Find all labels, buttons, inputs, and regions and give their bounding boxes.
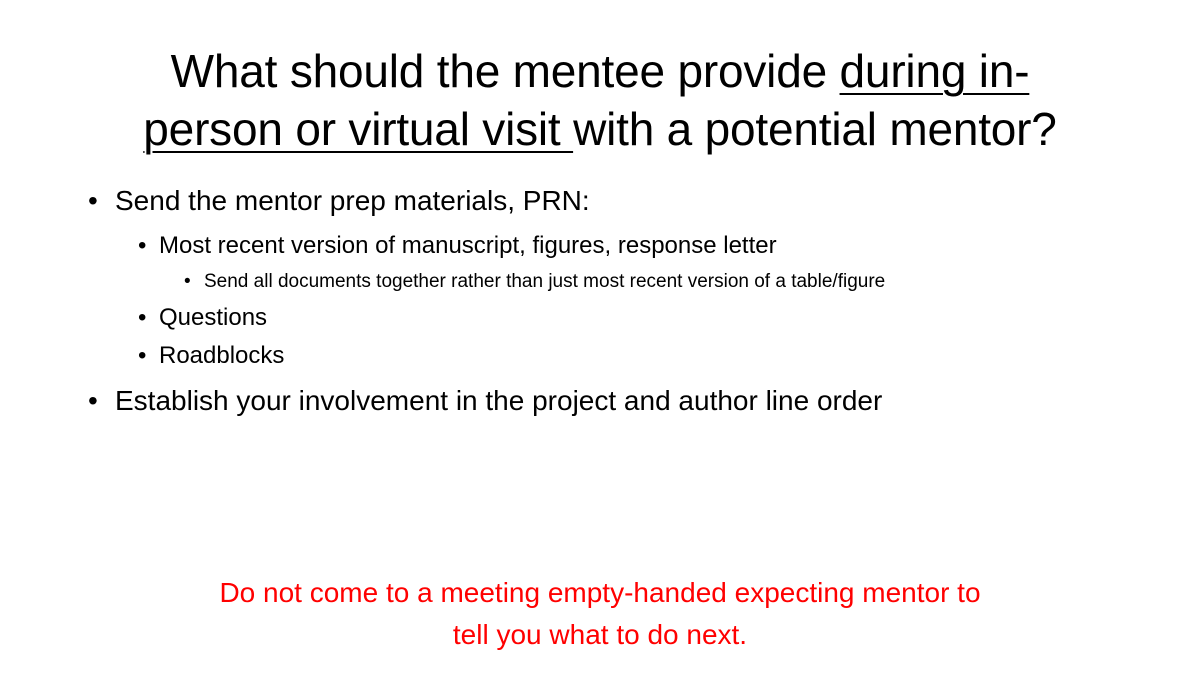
bullet-item-send-prep-materials bbox=[88, 180, 1148, 222]
bullet-icon: • bbox=[138, 342, 147, 369]
bullet-item-establish-involvement bbox=[88, 380, 1148, 422]
warning-note-line-1: Do not come to a meeting empty-handed expecting mentor to bbox=[219, 577, 981, 608]
bullet-text: Send all documents together rather than just most recent version of a table/figure bbox=[204, 271, 886, 292]
title-underlined-text-1: during in- bbox=[839, 45, 1030, 97]
bullet-text: Establish your involvement in the project and author line order bbox=[115, 385, 883, 416]
title-underlined-text-2: person or virtual visit bbox=[143, 103, 574, 155]
bullet-item-roadblocks bbox=[138, 338, 1148, 374]
bullet-list bbox=[88, 180, 1148, 422]
title-text-part2: with a potential mentor? bbox=[573, 103, 1057, 155]
bullet-icon: • bbox=[88, 185, 98, 216]
bullet-text: Most recent version of manuscript, figures, response letter bbox=[159, 232, 777, 259]
bullet-item-send-all-documents bbox=[184, 264, 1148, 300]
bullet-item-questions bbox=[138, 300, 1148, 336]
warning-note bbox=[100, 572, 1100, 656]
bullet-item-manuscript bbox=[138, 228, 1148, 264]
bullet-icon: • bbox=[88, 385, 98, 416]
bullet-text: Roadblocks bbox=[159, 342, 285, 369]
bullet-icon: • bbox=[138, 232, 147, 259]
bullet-text: Send the mentor prep materials, PRN: bbox=[115, 185, 590, 216]
warning-note-line-2: tell you what to do next. bbox=[452, 619, 748, 650]
bullet-icon: • bbox=[138, 304, 147, 331]
slide-title bbox=[60, 42, 1140, 158]
bullet-text: Questions bbox=[159, 304, 268, 331]
title-text-part1: What should the mentee provide bbox=[170, 45, 840, 97]
bullet-icon: • bbox=[184, 271, 191, 292]
